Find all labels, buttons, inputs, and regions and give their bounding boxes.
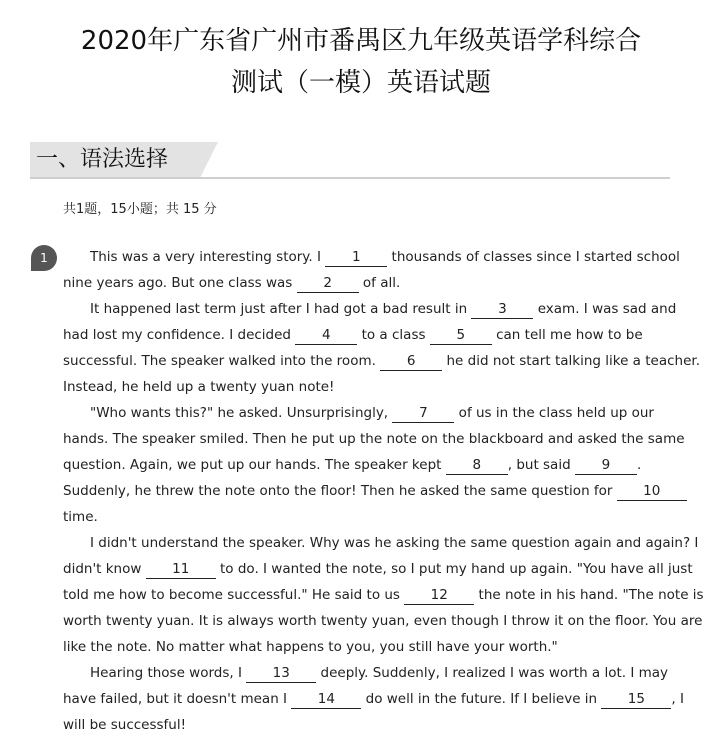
passage-text: .	[636, 457, 642, 473]
passage-text: told me how to become successful." He said to us	[63, 587, 405, 603]
blank-4[interactable]: 4	[295, 326, 357, 345]
passage-text: I didn't understand the speaker. Why was he asking the same question again and again? I	[90, 535, 699, 551]
passage-text: worth twenty yuan. It is always worth twenty yuan, even though I throw it on the floor. You are	[63, 613, 703, 629]
section-header	[30, 142, 670, 182]
passage-text: , but said	[507, 457, 575, 473]
passage-text: do well in the future. If I believe in	[361, 691, 602, 707]
blank-9[interactable]: 9	[575, 456, 637, 475]
passage-text: to do. I wanted the note, so I put my hand up again. "You have all just	[215, 561, 693, 577]
passage-text: successful. The speaker walked into the room.	[63, 353, 381, 369]
section-title: 一、语法选择	[36, 147, 169, 172]
question-info: 共1题，15小题；共 15 分	[63, 202, 217, 217]
passage-paragraph	[63, 296, 701, 400]
document-title	[0, 20, 722, 104]
passage-text: hands. The speaker smiled. Then he put up the note on the blackboard and asked the same	[63, 431, 685, 447]
passage-text: nine years ago. But one class was	[63, 275, 297, 291]
blank-2[interactable]: 2	[297, 274, 359, 293]
passage-text: exam. I was sad and	[533, 301, 677, 317]
blank-11[interactable]: 11	[146, 560, 216, 579]
passage-text: to a class	[357, 327, 430, 343]
blank-12[interactable]: 12	[404, 586, 474, 605]
passage-text: thousands of classes since I started school	[387, 249, 680, 265]
passage-text: of us in the class held up our	[454, 405, 654, 421]
blank-15[interactable]: 15	[601, 690, 671, 709]
blank-3[interactable]: 3	[471, 300, 533, 319]
passage-text: It happened last term just after I had got a bad result in	[90, 301, 472, 317]
blank-13[interactable]: 13	[246, 664, 316, 683]
blank-10[interactable]: 10	[617, 482, 687, 501]
passage-paragraph	[63, 660, 684, 738]
passage-text: time.	[63, 509, 98, 525]
passage-text: deeply. Suddenly, I realized I was worth a lot. I may	[316, 665, 669, 681]
passage-text: Instead, he held up a twenty yuan note!	[63, 379, 335, 395]
blank-5[interactable]: 5	[430, 326, 492, 345]
passage-paragraph	[63, 530, 704, 660]
passage-text: , I	[671, 691, 684, 707]
blank-6[interactable]: 6	[380, 352, 442, 371]
title-line-1: 2020年广东省广州市番禺区九年级英语学科综合	[80, 26, 642, 56]
passage-text: will be successful!	[63, 717, 187, 733]
passage-text: This was a very interesting story. I	[90, 249, 326, 265]
passage-text: can tell me how to be	[491, 327, 643, 343]
passage-text: the note in his hand. "The note is	[474, 587, 704, 603]
passage-text: Hearing those words, I	[90, 665, 247, 681]
passage-text: he did not start talking like a teacher.	[442, 353, 701, 369]
passage-paragraph	[63, 244, 680, 296]
passage-text: "Who wants this?" he asked. Unsurprisingly,	[90, 405, 393, 421]
blank-8[interactable]: 8	[446, 456, 508, 475]
cloze-passage	[63, 244, 704, 738]
blank-7[interactable]: 7	[392, 404, 454, 423]
blank-1[interactable]: 1	[325, 248, 387, 267]
question-number-badge: 1	[31, 245, 57, 271]
passage-text: had lost my confidence. I decided	[63, 327, 296, 343]
passage-text: of all.	[358, 275, 401, 291]
passage-text: like the note. No matter what happens to you, you still have your worth."	[63, 639, 558, 655]
passage-paragraph	[63, 400, 685, 530]
passage-text: question. Again, we put up our hands. The speaker kept	[63, 457, 446, 473]
passage-text: didn't know	[63, 561, 146, 577]
passage-text: have failed, but it doesn't mean I	[63, 691, 292, 707]
blank-14[interactable]: 14	[291, 690, 361, 709]
title-line-2: 测试（一模）英语试题	[230, 68, 491, 98]
passage-text: Suddenly, he threw the note onto the floor! Then he asked the same question for	[63, 483, 617, 499]
